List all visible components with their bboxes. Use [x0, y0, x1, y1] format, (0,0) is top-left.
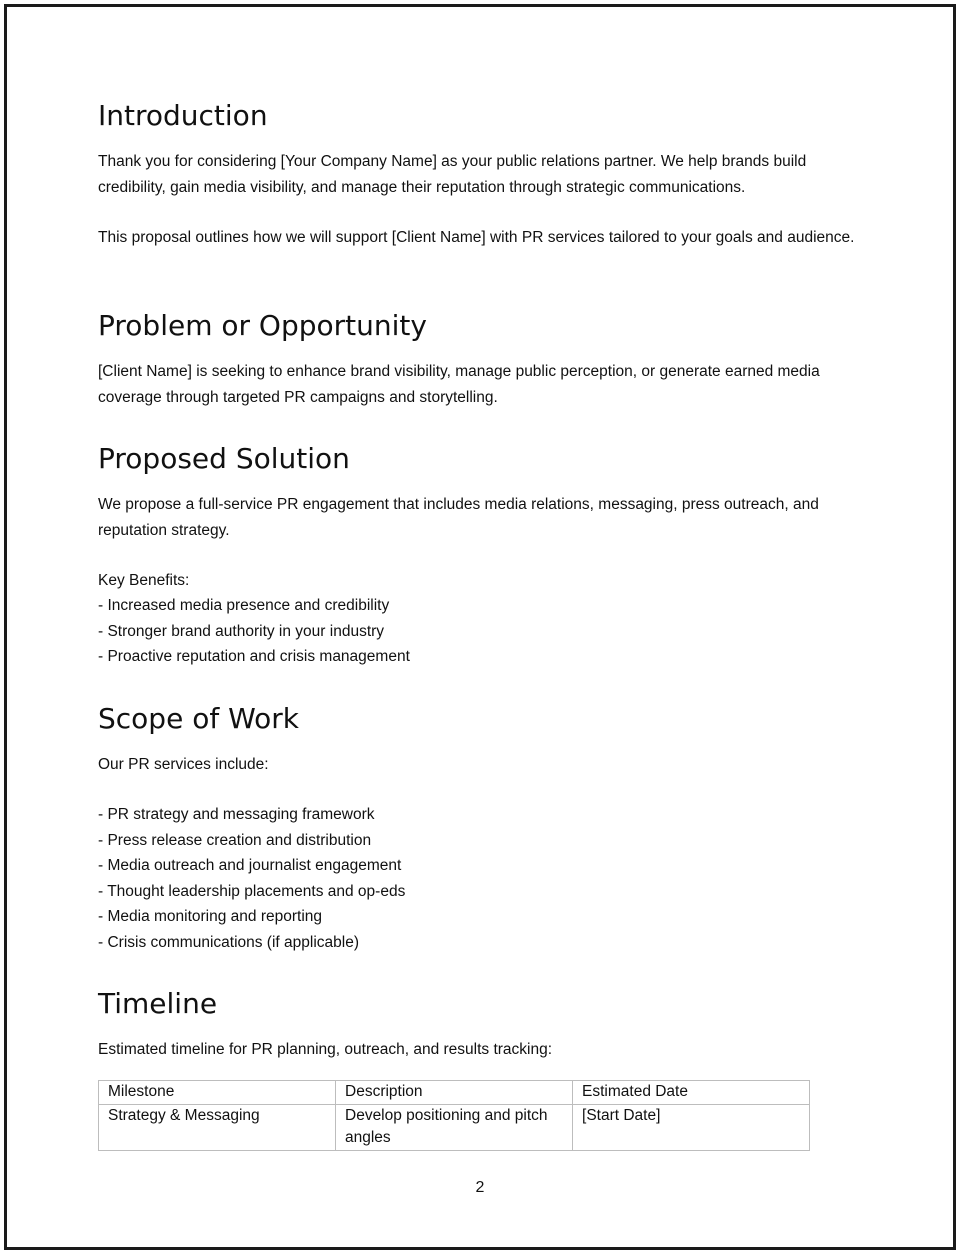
introduction-paragraph-1: Thank you for considering [Your Company Name] as your public relations partner. We help brands build credibility, gain media visibility, and manage their reputation through strategic communications.: [98, 153, 807, 196]
scope-intro: Our PR services include:: [98, 756, 269, 773]
table-header-cell: Estimated Date: [573, 1081, 810, 1105]
timeline-intro: Estimated timeline for PR planning, outreach, and results tracking:: [98, 1041, 553, 1058]
scope-item: - Thought leadership placements and op-eds: [98, 882, 406, 900]
table-header-row: [99, 1081, 810, 1105]
problem-heading: Problem or Opportunity: [98, 309, 427, 342]
scope-heading: Scope of Work: [98, 702, 299, 735]
table-cell: Strategy & Messaging: [99, 1104, 336, 1150]
scope-list: [98, 802, 405, 955]
scope-item: - PR strategy and messaging framework: [98, 806, 375, 823]
problem-paragraph: [Client Name] is seeking to enhance brand visibility, manage public perception, or generate earned media coverage through targeted PR campaigns and storytelling.: [98, 363, 820, 406]
scope-item: - Press release creation and distribution: [98, 831, 372, 849]
scope-item: - Media outreach and journalist engagement: [98, 857, 402, 874]
table-header-cell: Description: [336, 1081, 573, 1105]
scope-item: - Media monitoring and reporting: [98, 908, 323, 925]
page-number: 2: [475, 1179, 485, 1196]
solution-paragraph: We propose a full-service PR engagement that includes media relations, messaging, press outreach, and reputation strategy.: [98, 496, 819, 539]
table-row: [99, 1104, 810, 1150]
benefit-item: - Proactive reputation and crisis management: [98, 648, 410, 665]
scope-item: - Crisis communications (if applicable): [98, 933, 359, 951]
benefits-list: [98, 593, 410, 670]
table-cell: [Start Date]: [573, 1104, 810, 1150]
document-page: [4, 4, 956, 1250]
benefit-item: - Stronger brand authority in your industry: [98, 622, 385, 640]
benefits-label: Key Benefits:: [98, 572, 190, 589]
solution-heading: Proposed Solution: [98, 442, 350, 475]
introduction-paragraph-2: This proposal outlines how we will support [Client Name] with PR services tailored to your goals and audience.: [98, 229, 855, 246]
table-cell: Develop positioning and pitch angles: [336, 1104, 573, 1150]
table-header-cell: Milestone: [99, 1081, 336, 1105]
timeline-heading: Timeline: [98, 987, 218, 1020]
benefit-item: - Increased media presence and credibility: [98, 597, 390, 614]
introduction-heading: Introduction: [98, 99, 268, 132]
timeline-table: [98, 1080, 810, 1151]
